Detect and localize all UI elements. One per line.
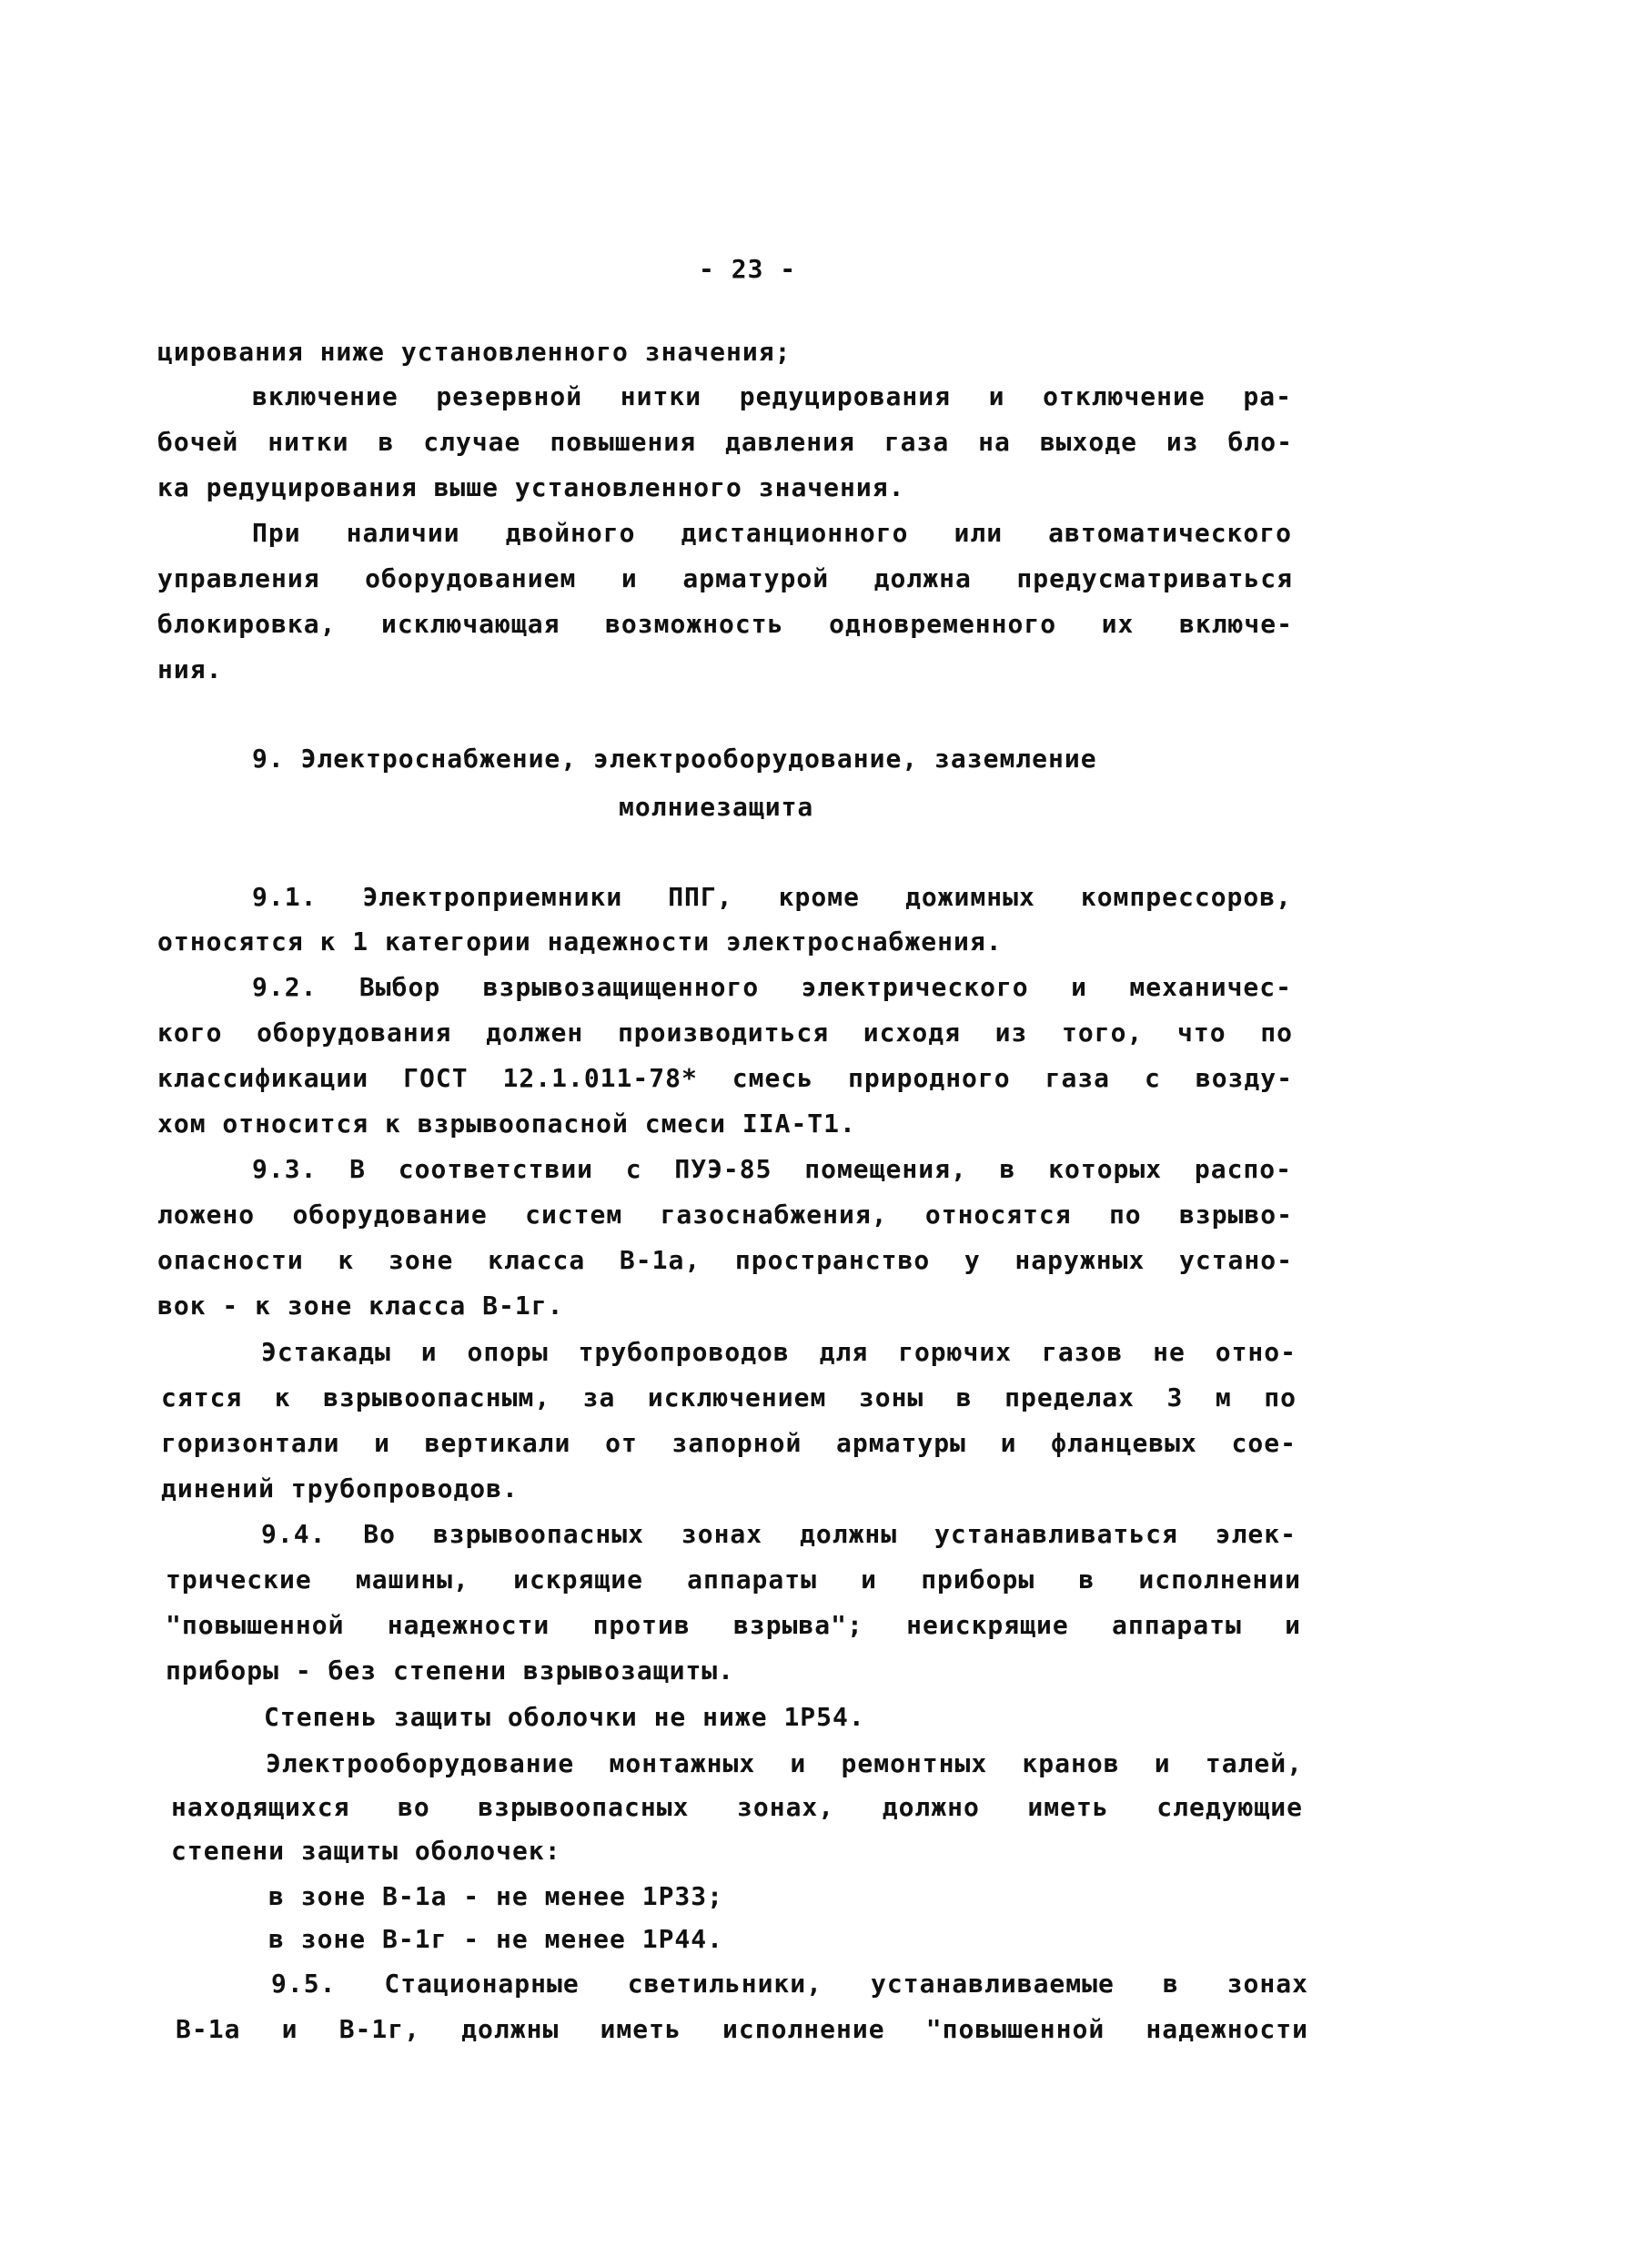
text-line: кого оборудования должен производиться исходя из того, что по [157, 1018, 1293, 1048]
text-line: 9.2. Выбор взрывозащищенного электрического и механичес- [252, 972, 1292, 1002]
text-line: управления оборудованием и арматурой должна предусматриваться [157, 563, 1293, 593]
text-line: 9.1. Электроприемники ППГ, кроме дожимных компрессоров, [252, 882, 1292, 912]
text-line: цирования ниже установленного значения; [157, 337, 792, 367]
text-line: блокировка, исключающая возможность одновременного их включе- [157, 609, 1293, 639]
text-line: 9.3. В соответствии с ПУЭ-85 помещения, в которых распо- [252, 1154, 1292, 1184]
text-line: динений трубопроводов. [161, 1473, 519, 1504]
text-line: горизонтали и вертикали от запорной арматуры и фланцевых сое- [161, 1428, 1297, 1458]
text-line: классификации ГОСТ 12.1.011-78* смесь природного газа с возду- [157, 1063, 1293, 1093]
list-item: в зоне В-1а - не менее 1Р33; [268, 1881, 724, 1911]
text-line: включение резервной нитки редуцирования и отключение ра- [252, 381, 1292, 411]
text-line: Степень защиты оболочки не ниже 1Р54. [264, 1702, 865, 1732]
list-item: в зоне В-1г - не менее 1Р44. [268, 1924, 724, 1954]
section-heading-continuation: молниезащита [619, 792, 814, 822]
text-line: Эстакады и опоры трубопроводов для горючих газов не отно- [261, 1337, 1297, 1367]
text-line: относятся к 1 категории надежности электроснабжения. [157, 926, 1003, 957]
text-line: "повышенной надежности против взрыва"; неискрящие аппараты и [166, 1610, 1301, 1640]
text-line: ка редуцирования выше установленного значения. [157, 472, 905, 502]
text-line: трические машины, искрящие аппараты и приборы в исполнении [166, 1564, 1301, 1595]
text-line: находящихся во взрывоопасных зонах, должно иметь следующие [171, 1792, 1303, 1822]
text-line: приборы - без степени взрывозащиты. [166, 1655, 735, 1686]
text-line: В-1а и В-1г, должны иметь исполнение "повышенной надежности [176, 2014, 1308, 2044]
text-line: опасности к зоне класса В-1а, пространство у наружных устано- [157, 1245, 1293, 1275]
text-line: 9.4. Во взрывоопасных зонах должны устанавливаться элек- [261, 1519, 1297, 1549]
page-number: - 23 - [699, 254, 797, 284]
text-line: ложено оборудование систем газоснабжения, относятся по взрыво- [157, 1200, 1293, 1230]
text-line: сятся к взрывоопасным, за исключением зоны в пределах 3 м по [161, 1382, 1297, 1412]
text-line: ния. [157, 654, 223, 684]
text-line: Электрооборудование монтажных и ремонтных кранов и талей, [266, 1748, 1303, 1778]
text-line: хом относится к взрывоопасной смеси IIA-T1. [157, 1109, 856, 1139]
section-heading: 9. Электроснабжение, электрооборудование, заземление [252, 744, 1097, 774]
text-line: степени защиты оболочек: [171, 1836, 561, 1866]
text-line: При наличии двойного дистанционного или автоматического [252, 518, 1292, 548]
text-line: бочей нитки в случае повышения давления газа на выходе из бло- [157, 427, 1293, 457]
text-line: вок - к зоне класса В-1г. [157, 1291, 564, 1321]
text-line: 9.5. Стационарные светильники, устанавливаемые в зонах [271, 1969, 1308, 1999]
